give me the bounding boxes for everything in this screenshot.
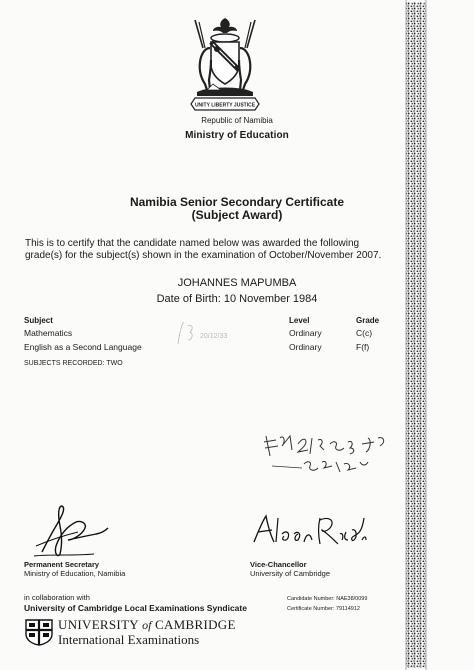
handwritten-annotation xyxy=(262,428,412,480)
security-microprint-strip xyxy=(404,0,428,670)
subject-header: Subject xyxy=(24,316,53,325)
coat-of-arms-crest xyxy=(183,14,267,114)
vice-chancellor-signature xyxy=(248,512,368,552)
table-row-grade: F(f) xyxy=(356,342,370,352)
university-name: UNIVERSITY of CAMBRIDGE xyxy=(58,617,236,632)
candidate-name: JOHANNES MAPUMBA xyxy=(177,277,297,289)
table-row-subject: Mathematics xyxy=(24,328,73,338)
table-row-level: Ordinary xyxy=(289,342,322,352)
table-row-subject: English as a Second Language xyxy=(24,342,142,352)
international-examinations-label: International Examinations xyxy=(58,632,200,647)
certify-text-line2: grade(s) for the subject(s) shown in the examination of October/November 2007. xyxy=(25,250,382,261)
certify-text-line1: This is to certify that the candidate named below was awarded the following xyxy=(25,238,360,249)
subjects-recorded: SUBJECTS RECORDED: TWO xyxy=(24,360,123,367)
syndicate-name: University of Cambridge Local Examinations Syndicate xyxy=(24,603,247,613)
motto-text: UNITY LIBERTY JUSTICE xyxy=(194,102,256,109)
vice-chancellor-org: University of Cambridge xyxy=(250,569,331,578)
candidate-number: Candidate Number: NAE38/0099 xyxy=(287,596,368,602)
table-row-level: Ordinary xyxy=(289,328,322,338)
certificate-number: Certificate Number: 79114912 xyxy=(287,606,360,612)
table-row-grade: C(c) xyxy=(356,328,373,338)
republic-label: Republic of Namibia xyxy=(201,116,273,125)
permanent-secretary-org: Ministry of Education, Namibia xyxy=(24,569,126,578)
ministry-label: Ministry of Education xyxy=(185,130,289,141)
certificate-title: Namibia Senior Secondary Certificate xyxy=(129,195,345,209)
collaboration-label: in collaboration with xyxy=(24,593,90,602)
permanent-secretary-title: Permanent Secretary xyxy=(24,560,100,569)
svg-text:20/12/33: 20/12/33 xyxy=(200,333,228,340)
vice-chancellor-title: Vice-Chancellor xyxy=(250,560,307,569)
faint-stamp-mark xyxy=(170,318,250,348)
level-header: Level xyxy=(289,316,310,325)
certificate-subtitle: (Subject Award) xyxy=(191,208,283,222)
date-of-birth: Date of Birth: 10 November 1984 xyxy=(156,293,318,305)
permanent-secretary-signature xyxy=(32,500,112,560)
university-of-cambridge-shield-logo xyxy=(24,618,54,646)
grade-header: Grade xyxy=(356,316,380,325)
